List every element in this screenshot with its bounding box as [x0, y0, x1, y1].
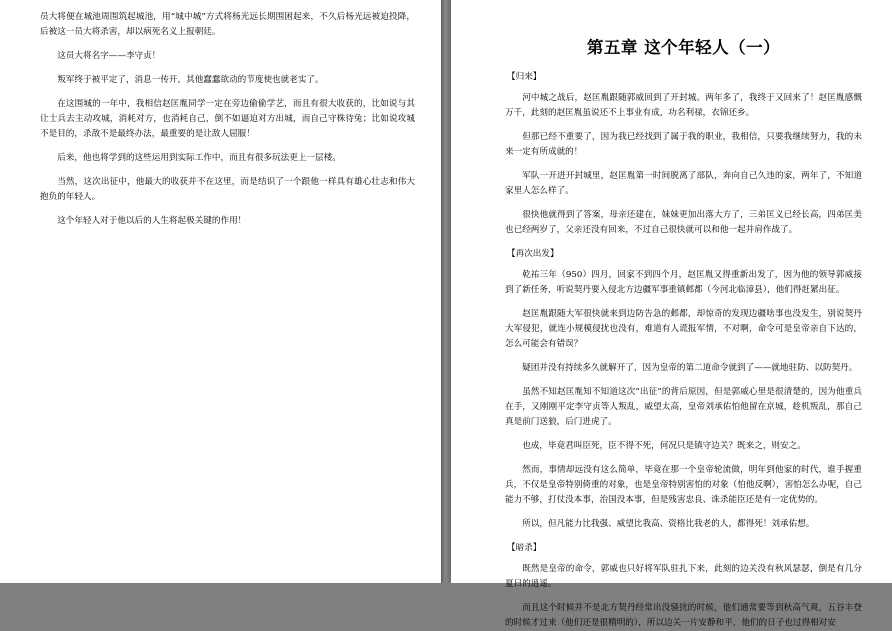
paragraph: 员大将便在城池周围筑起城池，用“城中城”方式将杨光远长期围困起来，不久后杨光远被迫投降，后被这一员大将杀害，却以病死名义上报朝廷。 — [40, 12, 415, 37]
paragraph: 既然是皇帝的命令，郭威也只好将军队驻扎下来，此刻的边关没有秋风瑟瑟，倒是有几分夏日的逍遥。 — [505, 564, 862, 589]
paragraph: 军队一开进开封城里，赵匡胤第一时间脱离了部队，奔向自己久违的家，两年了，不知道家里人怎么样了。 — [505, 171, 862, 196]
section-heading: 【再次出发】 — [507, 249, 559, 259]
paragraph: 当然，这次出征中，他最大的收获并不在这里，而是结识了一个跟他一样具有雄心壮志和伟大抱负的年轻人。 — [40, 177, 415, 202]
left-page — [0, 0, 441, 583]
paragraph: 所以，但凡能力比我强、威望比我高、资格比我老的人，都得死！刘承佑想。 — [522, 519, 815, 529]
paragraph: 很快他就得到了答案，母亲还建在，妹妹更加出落大方了，三弟匡义已经长高，四弟匡美也已经两岁了，父亲还没有回来，不过自己很快就可以和他一起并肩作战了。 — [505, 210, 862, 235]
page-gutter — [441, 0, 451, 583]
paragraph: 在这围城的一年中，我相信赵匡胤同学一定在旁边偷偷学艺，而且有很大收获的，比如说与其让士兵去主动攻城，消耗对方，也消耗自己，倒不如逼迫对方出城，而自己守株待兔；比如说攻城不是目的，杀敌不是最终办法，最重要的是让敌人屈服！ — [40, 99, 415, 139]
paragraph: 叛军终于被平定了，消息一传开，其他蠢蠢欲动的节度使也就老实了。 — [57, 75, 324, 85]
paragraph: 后来，他也将学到的这些运用到实际工作中，而且有很多玩法更上一层楼。 — [57, 153, 341, 163]
paragraph: 然而，事情却远没有这么简单，毕竟在那一个皇帝轮流做，明年到他家的时代，谁手握重兵，不仅是皇帝特别倚重的对象，也是皇帝特别害怕的对象（怕他反啊），害怕怎么办呢，自己能力不够，打仗没本事，治国没本事，但是残害忠良、诛杀能臣还是有一定优势的。 — [505, 465, 862, 505]
right-page — [451, 0, 892, 628]
section-heading: 【归来】 — [507, 72, 542, 82]
paragraph: 但那已经不重要了，因为我已经找到了属于我的职业，我相信，只要我继续努力，我的未来一定有所成就的！ — [505, 132, 862, 157]
paragraph: 河中城之战后，赵匡胤跟随郭威回到了开封城。两年多了，我终于又回来了！赵匡胤感慨万千，此刻的赵匡胤虽说还不上事业有成，功名利禄，衣锦还乡。 — [505, 93, 862, 118]
section-heading: 【暗杀】 — [507, 543, 542, 553]
paragraph: 疑团并没有持续多久就解开了，因为皇帝的第二道命令就到了——就地驻防、以防契丹。 — [522, 363, 858, 373]
paragraph: 赵匡胤跟随大军很快就来到边防告急的邺都，却惊奇的发现边疆啥事也没发生，别说契丹大军侵犯，就连小规模侵扰也没有，难道有人谎报军情，不对啊，命令可是皇帝亲自下达的，怎么可能会有错误？ — [505, 309, 862, 349]
chapter-title: 第五章 这个年轻人（一） — [586, 38, 781, 57]
paragraph: 这个年轻人对于他以后的人生将起极关键的作用！ — [57, 216, 247, 226]
paragraph: 虽然不知赵匡胤知不知道这次“出征”的背后原因，但是郭威心里是很清楚的，因为他重兵在手，又刚刚平定李守贞等人叛乱，威望太高，皇帝刘承佑怕他留在京城，趁机叛乱，那自己真是前门送狼，后门进虎了。 — [505, 387, 862, 427]
paragraph: 乾祐三年（950）四月，回家不到四个月，赵匡胤又得重新出发了，因为他的领导郭威接到了新任务，听说契丹要入侵北方边疆军事重镇邺都（今河北临漳县），他们得赶紧出征。 — [505, 270, 862, 295]
paragraph: 而且这个时候并不是北方契丹经常出没骚扰的时候，他们通常要等到秋高气爽，五谷丰登的时候才过来（他们还是很精明的），所以边关一片安静和平，他们的日子也过得相对安 — [505, 603, 862, 628]
paragraph: 也成，毕竟君叫臣死，臣不得不死，何况只是镇守边关？既来之，则安之。 — [522, 441, 806, 451]
paragraph: 这员大将名字——李守贞！ — [57, 51, 161, 61]
